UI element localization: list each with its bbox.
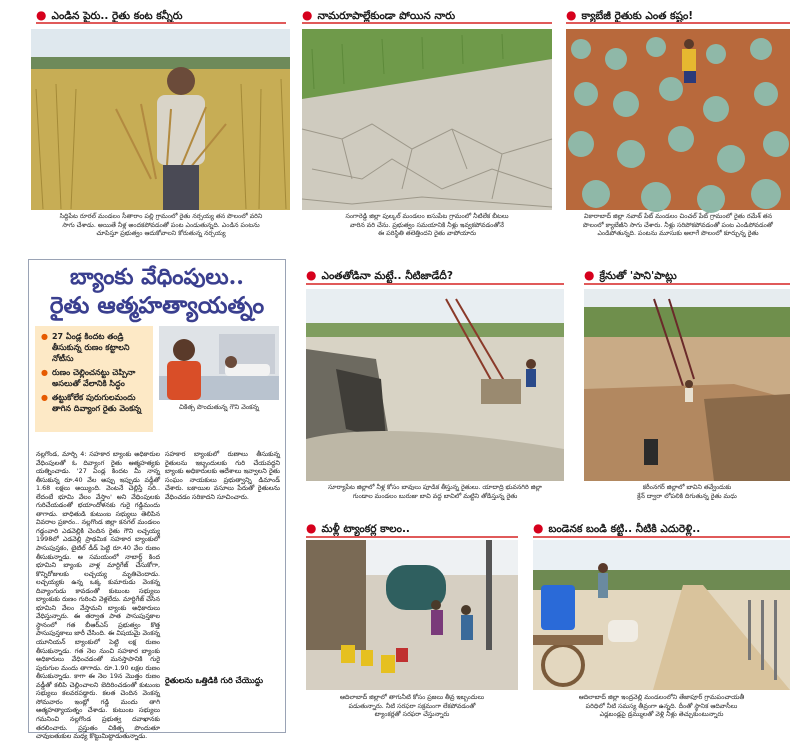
headline-rule [566, 22, 790, 24]
caption-cabbage: వికారాబాద్ జిల్లా నవాబ్ పేట్ మండలం చించల్ పేట్ గ్రామంలో రైతు రమేశ్ తన పొలంలో క్యాబేజీని సాగు చేశారు. నీళ్లు సరిపోకపోవడంతో పంట ఎండిపోవడంతో ఎండిపోతున్నది. పంటను మూసుకు అలాగే పొలంలో కూర్చున్న రైతు [583, 213, 773, 238]
bank-body-text: నల్లగొండ, మార్చి 4: సహకార బ్యాంకు అధికారుల వేధింపులతో ఓ దివ్యాంగ రైతు ఆత్మహత్యకు యత్నించాడు. '27 ఏండ్ల కిందట మీ నాన్న తీసుకున్న రూ.40 వేల అప్పు ఇప్పుడు వడ్డీతో 1.68 లక్షలు అయ్యింది. వెంటనే చెల్లిస్తే సరి.. లేదంటే భూమి వేలం వేస్తాం' అని వేధింపులకు గురిచేయడంతో భయాందోళనకు గురై గడ్డిమందు తాగాడు. బాధితుడి కుటుంబ సభ్యులు తెలిపిన వివరాల ప్రకారం.. నల్లగొండ జిల్లా కనగల్ మండలం గడ్డంవారి ఎడవెల్లికి చెందిన రైతు గౌని లచ్చయ్య 1998లో ఎడవెల్లి ప్రాథమిక సహకార బ్యాంకులో పాసుపుస్తకం, టైటిల్ డీడ్ పెట్టి రూ.40 వేల రుణం తీసుకున్నాడు. ఆ సమయంలో నాబార్డ్ కింద భూమిని బ్యాంకు వాళ్ల మార్టిగేజ్ చేసుకోగా, కొన్నిరోజులకు లచ్చయ్య మృతిచెందాడు. లచ్చయ్యకు ఉన్న ఒక్క కుమారుడు వెంకన్న దివ్యాంగుడు కావడంతో కుటుంబ సభ్యులు బ్యాంకుకు రుణం గురించి వెళ్లలేదు. మార్టిగేజ్ చేసిన భూమిని వేలం వేస్తామని బ్యాంకు అధికారులు వేధిస్తున్నారు. ఈ తర్వాత పాత పాసుపుస్తకాల స్థానంలో గత బీఆర్ఎస్ ప్రభుత్వం కొత్త పాసుపుస్తకాలు జారీ చేసింది. ఈ విషయమై వెంకన్న యూనియన్ బ్యాంకులో పెట్టి లక్ష రుణం తీసుకున్నాడు. గత నెల నుంచి సహకార బ్యాంకు అధికారులు వేధించడంతో మనస్తాపానికి గురై పురుగుల మందు తాగాడు. రూ.1.90 లక్షల రుణం తీసుకున్నాడు. కాగా ఈ నెల 19న మొత్తం రుణం వడ్డీతో కలిపి చెల్లించాలని బెదిరించడంతో కుటుంబ సభ్యులు కలవరపడ్డారు. కలత చెందిన వెంకన్న సోమవారం ఇంట్లో గడ్డి మందు తాగి ఆత్మహత్యాయత్నం చేశాడు. కుటుంబ సభ్యులు గమనించి నల్లగొండ ప్రభుత్వ దవాఖానకు తరలించారు. ప్రస్తుతం చికిత్స పొందుతూ చావుబతుకుల మధ్య కొట్టుమిట్టాడుతున్నాడు. [36, 450, 160, 741]
headline-rule [306, 283, 564, 285]
bank-body-col1 [36, 450, 160, 741]
headline-rule [36, 22, 286, 24]
headline-text: క్యాబేజీ రైతుకు ఎంత కష్టం! [581, 10, 694, 22]
headline-rule [302, 22, 552, 24]
caption-cracked-field: సంగారెడ్డి జిల్లా పుల్కల్ మండలం ఐసుపేట గ్రామంలో నీటిలేక బీటలు వారిన వరి చేను. ప్రభుత్వం సమయానికి నీళ్లు ఇవ్వకపోవడంతోనే ఈ పరిస్థితి తలెత్తిందని రైతు వాపోయారు [345, 213, 509, 238]
caption-tankers: ఆదిలాబాద్ జిల్లాలో తాగునీటి కోసం ప్రజలు తీవ్ర ఇబ్బందులు పడుతున్నారు. నీటి సరఫరా సక్రమంగా లేకపోవడంతో ట్యాంకర్లతో సరఫరా చేస్తున్నారు [339, 694, 485, 719]
caption-crane: కరీంనగర్ జిల్లాలో బావిని తవ్వేందుకు క్రేన్ ద్వారా లోపలికి దిగుతున్న రైతు మధు [637, 484, 737, 500]
bank-title-line1: బ్యాంకు వేధింపులు.. [70, 264, 244, 290]
headline-dry-crop: ● ఎండిన పైరు.. రైతు కంట కన్నీరు [36, 8, 183, 22]
photo-farmer-dry-paddy [31, 29, 290, 210]
headline-mud-well: ● ఎంతతోడినా మట్టే.. నీటిజాడేదీ? [306, 268, 453, 282]
headline-rule [584, 283, 790, 285]
headline-rule [533, 536, 790, 538]
subsection-headline: రైతులను ఒత్తిడికి గురి చేయొద్దు [165, 676, 264, 685]
headline-cabbage: ● క్యాబేజీ రైతుకు ఎంత కష్టం! [566, 8, 694, 22]
caption-dry-crop: సిద్దిపేట రూరల్ మండలం సీతారాం పల్లి గ్రామంలో రైతు నర్సయ్య తన పొలంలో వరిని సాగు చేశాడు. అయితే నీళ్ల అందకపోవడంతో పంట ఎండుతున్నది. ఎండిన పంటను చూపిస్తూ ప్రభుత్వం ఆదుకోవాలని కోరుతున్న నర్సయ్య [59, 213, 263, 238]
headline-text: మళ్లీ ట్యాంకర్ల కాలం.. [321, 523, 410, 535]
headline-tankers: ● మళ్లీ ట్యాంకర్ల కాలం.. [306, 521, 410, 535]
bank-highlights: ● 27 ఏండ్ల కిందట తండ్రి తీసుకున్న రుణం కట్టాలని నోటీసు ● రుణం చెల్లించనట్టు చెప్పినా అసలుతో వేలానికి సిద్ధం ● తట్టుకోలేక పురుగులమందు తాగిన దివ్యాంగ రైతు వెంకన్న [35, 326, 153, 432]
photo-caption-patient: చికిత్స పొందుతున్న గౌని వెంకన్న [178, 403, 260, 411]
caption-bullock-carts: ఆదిలాబాద్ జిల్లా ఇంద్రవెల్లి మండలంలోని తేజాపూర్ గ్రామపంచాయతీ పరిధిలో నీటి సమస్య తీవ్రంగా ఉన్నది. దీంతో స్థానిక ఆదివాసీలు ఎడ్లబండ్లపై డ్రమ్ములతో వెళ్లి నీళ్లు తెచ్చుకుంటున్నారు [578, 694, 745, 719]
headline-text: ఎంతతోడినా మట్టే.. నీటిజాడేదీ? [321, 270, 453, 282]
caption-mud-well: సూర్యాపేట జిల్లాలో నీళ్ల కోసం బావులు పూడిక తీస్తున్న రైతులు. యాదాద్రి భువనగిరి జిల్లా గుండాల మండలం బురుజు బావి వద్ద బావిలో మట్టిని తోడిస్తున్న రైతు [328, 484, 542, 500]
photo-bullock-carts [533, 540, 790, 690]
photo-cabbage-field [566, 29, 790, 210]
headline-crane: ● క్రేనుతో 'పాని'పాట్లు [584, 268, 677, 282]
headline-text: క్రేనుతో 'పాని'పాట్లు [599, 270, 677, 282]
headline-bullock-carts: ● బండెనక బండి కట్టి.. నీటికి ఎదురెళ్లి.. [533, 521, 701, 535]
headline-text: నామరూపాల్లేకుండా పోయిన నారు [317, 10, 456, 22]
headline-text: ఎండిన పైరు.. రైతు కంట కన్నీరు [51, 10, 183, 22]
photo-well-digging [306, 289, 564, 481]
photo-hospital-patient [159, 326, 279, 400]
photo-cracked-field [302, 29, 552, 210]
photo-crane-well [584, 289, 790, 481]
photo-water-tanker [306, 540, 518, 690]
headline-text: బండెనక బండి కట్టి.. నీటికి ఎదురెళ్లి.. [548, 523, 701, 535]
headline-seedlings: ● నామరూపాల్లేకుండా పోయిన నారు [302, 8, 456, 22]
headline-rule [306, 536, 518, 538]
bank-body-continued: సహకార బ్యాంకులో రుణాలు తీసుకున్న రైతులను ఇబ్బందులకు గురి చేయవద్దని బ్యాంకు అధికారులకు ఆదేశాలు ఇవ్వాలని రైతు సంఘం నాయకులు ప్రభుత్వాన్ని డిమాండ్ చేశారు. బకాయిల వసూలు పేరుతో రైతులను వేధించడం సరికాదని సూచించారు. [165, 450, 280, 501]
bank-title-line2: రైతు ఆత్మహత్యాయత్నం [49, 292, 265, 319]
